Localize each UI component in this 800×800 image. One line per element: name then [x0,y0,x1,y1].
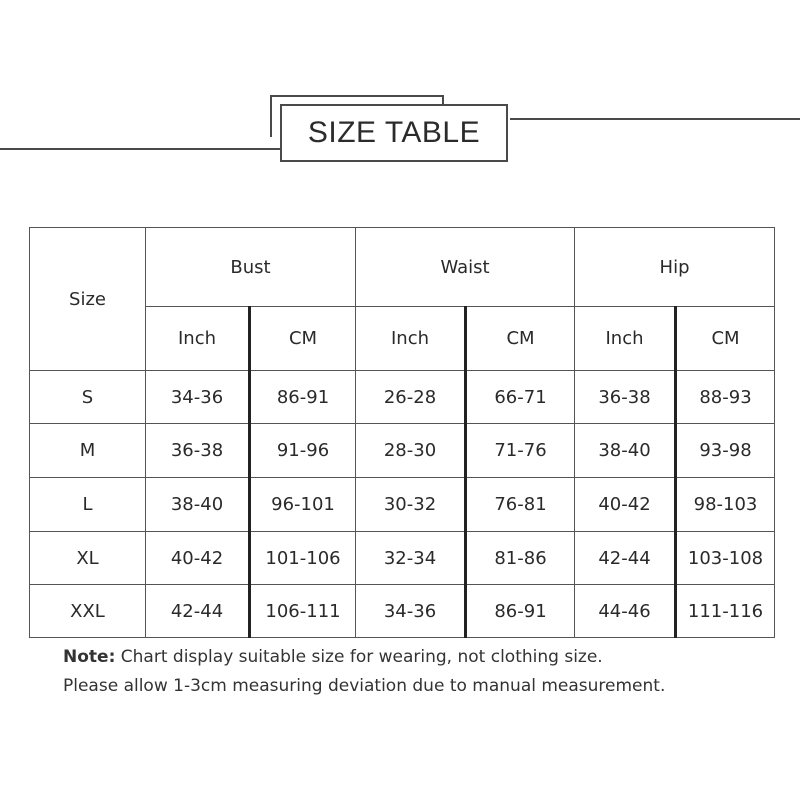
note-text: Chart display suitable size for wearing, not clothing size. [115,647,603,667]
size-column-header: Size [30,228,146,371]
table-row [30,424,775,478]
table-cell: 98-103 [676,478,775,532]
unit-header: Inch [575,307,676,371]
table-cell: 101-106 [250,532,356,585]
table-cell: 36-38 [575,371,676,424]
table-cell: 34-36 [356,585,466,638]
table-cell: 86-91 [466,585,575,638]
size-cell: M [30,424,146,478]
table-cell: 38-40 [146,478,250,532]
size-cell: L [30,478,146,532]
table-cell: 106-111 [250,585,356,638]
table-cell: 103-108 [676,532,775,585]
table-cell: 34-36 [146,371,250,424]
table-row [30,478,775,532]
page-title: SIZE TABLE [307,116,481,149]
header-line-right [510,118,800,120]
table-row [30,371,775,424]
unit-header: Inch [356,307,466,371]
table-cell: 111-116 [676,585,775,638]
note-label: Note: [63,647,116,667]
table-row [30,585,775,638]
table-cell: 96-101 [250,478,356,532]
table-cell: 30-32 [356,478,466,532]
table-cell: 88-93 [676,371,775,424]
table-cell: 38-40 [575,424,676,478]
unit-header: CM [466,307,575,371]
size-cell: XXL [30,585,146,638]
table-cell: 86-91 [250,371,356,424]
table-cell: 71-76 [466,424,575,478]
note-line-1 [63,647,603,667]
table-cell: 76-81 [466,478,575,532]
bust-group-header: Bust [146,228,356,307]
table-header-row [30,228,775,307]
unit-header: Inch [146,307,250,371]
table-cell: 93-98 [676,424,775,478]
hip-group-header: Hip [575,228,775,307]
size-cell: S [30,371,146,424]
header-line-left [0,148,282,150]
table-cell: 28-30 [356,424,466,478]
table-cell: 66-71 [466,371,575,424]
table-cell: 42-44 [575,532,676,585]
waist-group-header: Waist [356,228,575,307]
table-cell: 42-44 [146,585,250,638]
table-cell: 91-96 [250,424,356,478]
table-cell: 44-46 [575,585,676,638]
table-row [30,532,775,585]
table-cell: 81-86 [466,532,575,585]
table-cell: 32-34 [356,532,466,585]
size-table [29,227,775,638]
table-cell: 40-42 [146,532,250,585]
table-cell: 26-28 [356,371,466,424]
unit-header: CM [676,307,775,371]
table-cell: 40-42 [575,478,676,532]
size-cell: XL [30,532,146,585]
note-line-2: Please allow 1-3cm measuring deviation due to manual measurement. [63,676,666,696]
table-cell: 36-38 [146,424,250,478]
unit-header: CM [250,307,356,371]
